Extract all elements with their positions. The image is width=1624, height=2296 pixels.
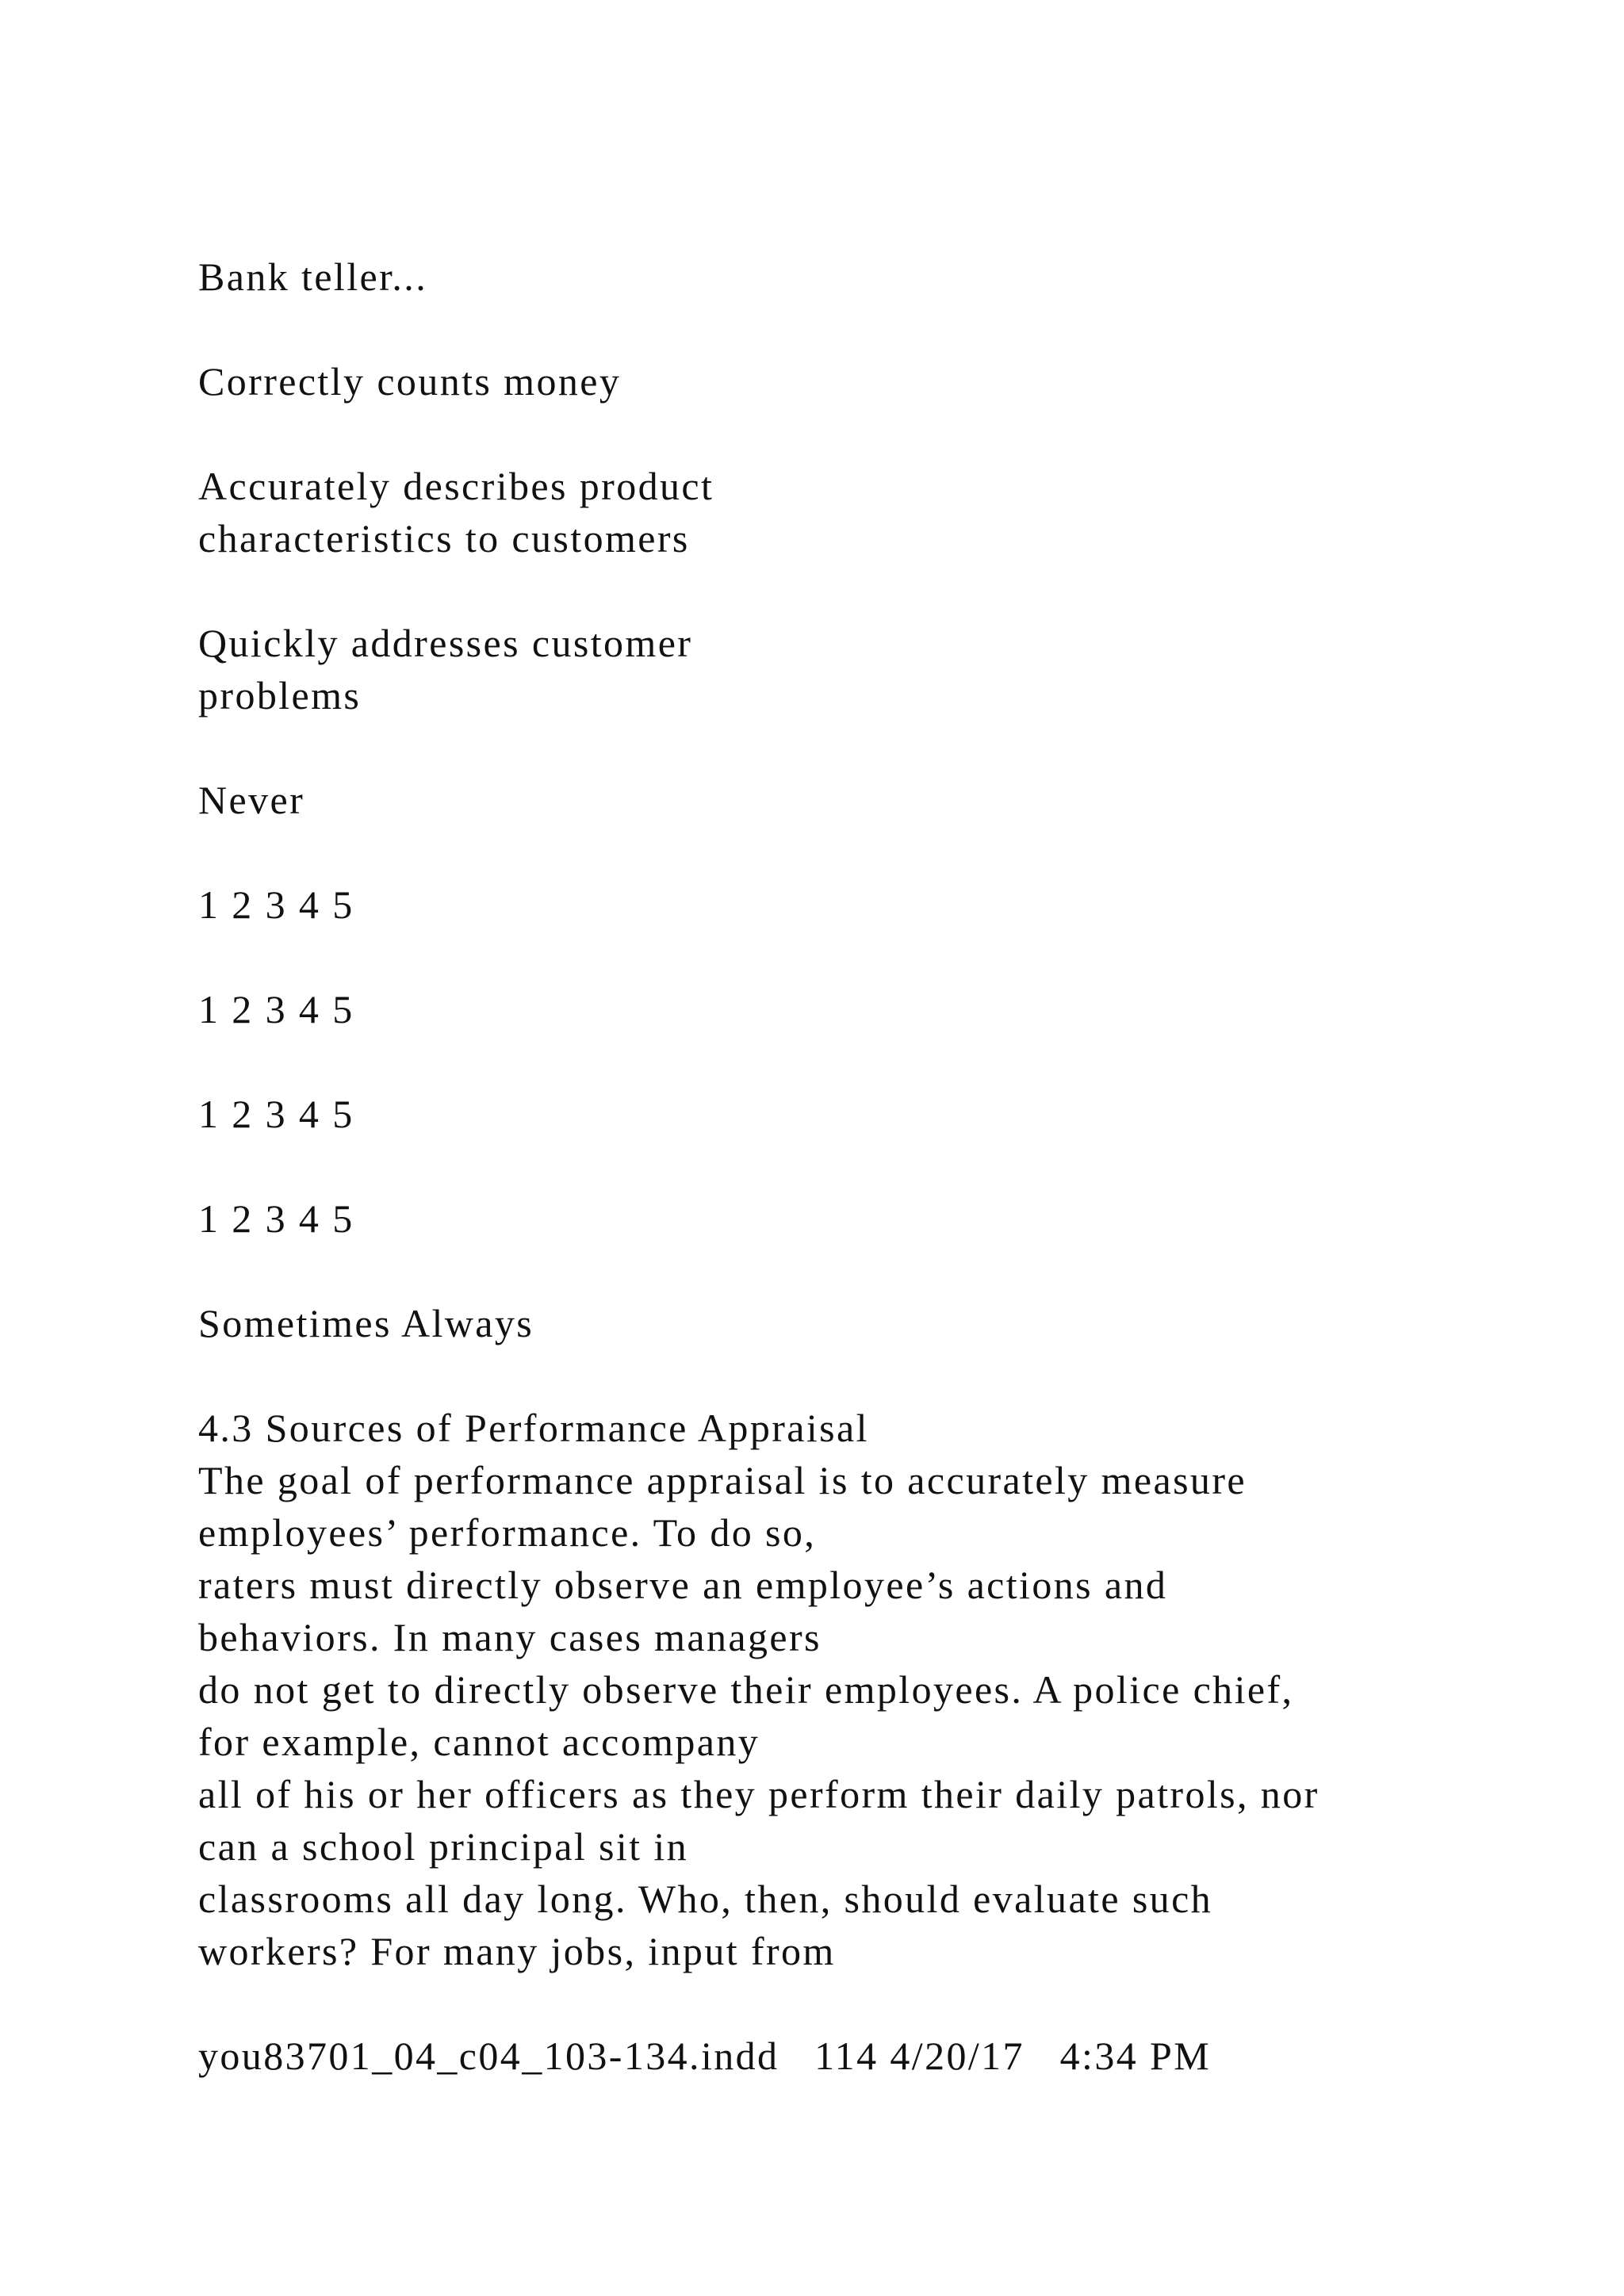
footer-file-info: you83701_04_c04_103-134.indd 114 4/20/17 4:34 PM <box>198 2034 1212 2078</box>
form-heading: Bank teller... <box>198 254 428 299</box>
body-line-9: classrooms all day long. Who, then, should evaluate such <box>198 1877 1213 1921</box>
scale-low-label: Never <box>198 778 305 822</box>
scale-row-2: 1 2 3 4 5 <box>198 987 354 1031</box>
body-line-5: do not get to directly observe their employees. A police chief, <box>198 1667 1294 1712</box>
rating-item-3-line-2: problems <box>198 673 362 718</box>
rating-item-2-line-2: characteristics to customers <box>198 516 690 561</box>
rating-item-1: Correctly counts money <box>198 359 622 404</box>
body-line-2: employees’ performance. To do so, <box>198 1510 817 1555</box>
scale-row-3: 1 2 3 4 5 <box>198 1092 354 1136</box>
body-line-7: all of his or her officers as they perform their daily patrols, nor <box>198 1772 1320 1816</box>
section-title: 4.3 Sources of Performance Appraisal <box>198 1406 869 1450</box>
body-line-3: raters must directly observe an employee’s actions and <box>198 1563 1168 1607</box>
rating-item-3-line-1: Quickly addresses customer <box>198 621 693 665</box>
body-line-6: for example, cannot accompany <box>198 1720 760 1764</box>
scale-row-4: 1 2 3 4 5 <box>198 1196 354 1241</box>
body-line-4: behaviors. In many cases managers <box>198 1615 822 1659</box>
body-line-8: can a school principal sit in <box>198 1824 689 1869</box>
scale-mid-high-label: Sometimes Always <box>198 1301 534 1345</box>
body-line-1: The goal of performance appraisal is to accurately measure <box>198 1458 1247 1502</box>
rating-item-2-line-1: Accurately describes product <box>198 464 714 508</box>
body-line-10: workers? For many jobs, input from <box>198 1929 836 1973</box>
scale-row-1: 1 2 3 4 5 <box>198 882 354 927</box>
